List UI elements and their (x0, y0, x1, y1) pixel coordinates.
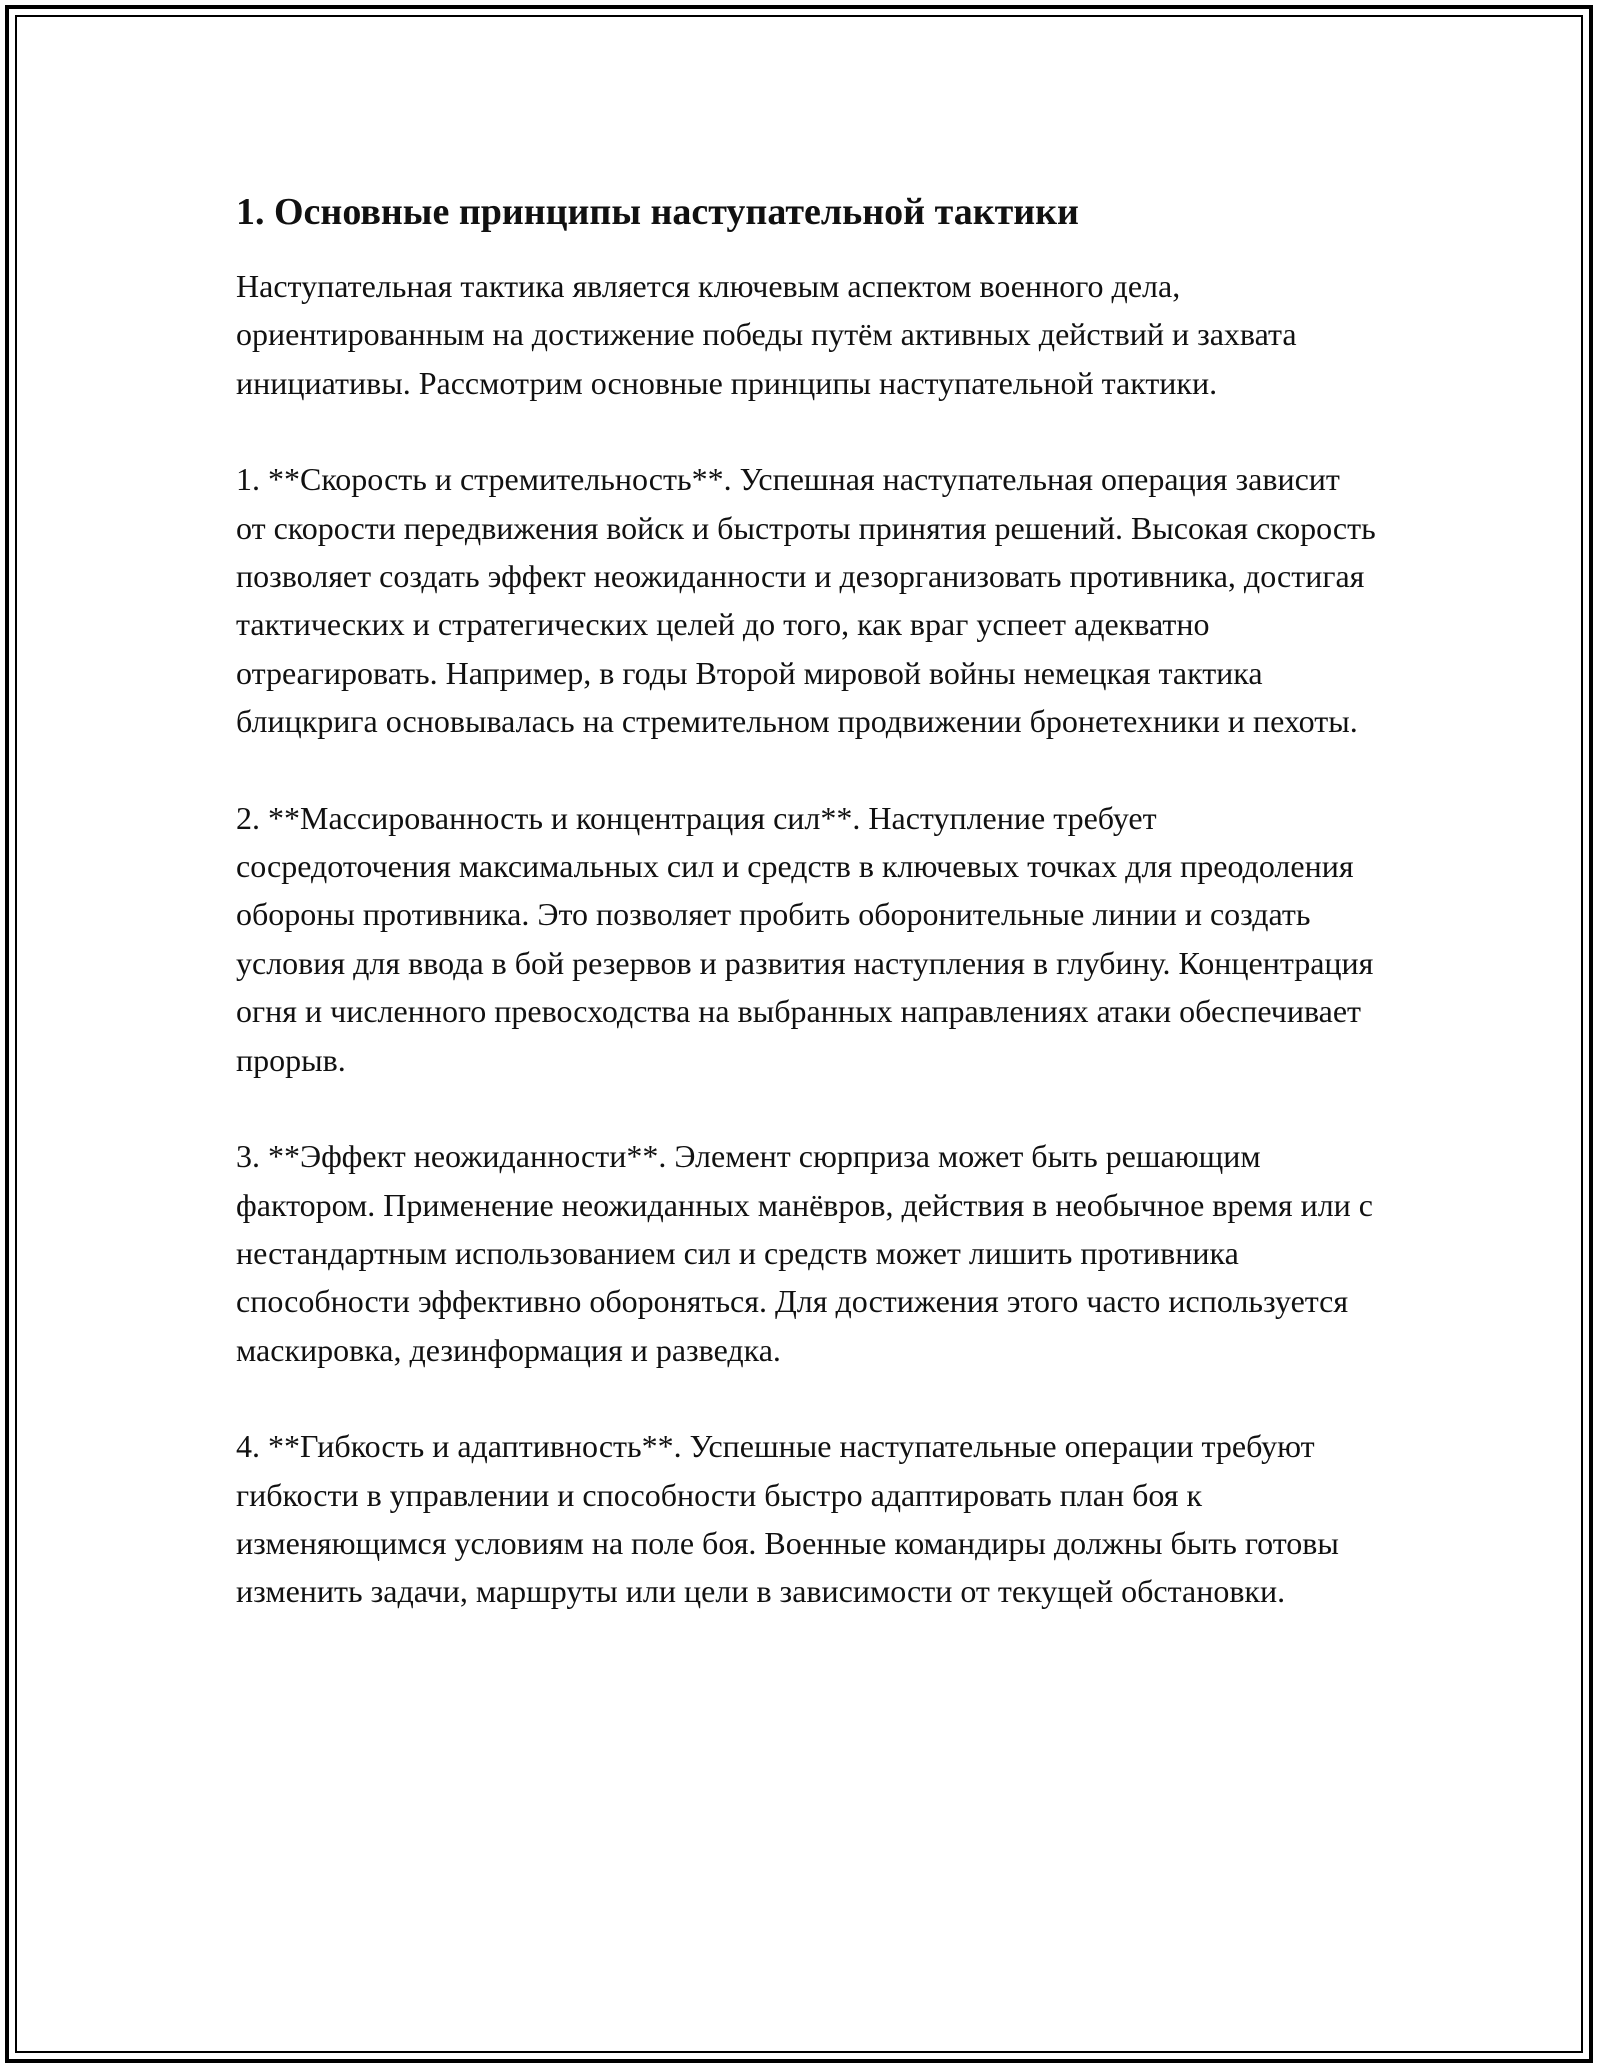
principle-flexibility-paragraph: 4. **Гибкость и адаптивность**. Успешные наступательные операции требуют гибкости в управлении и способности быстро адаптировать план боя к изменяющимся условиям на поле боя. Военные командиры должны быть готовы изменить задачи, маршруты или цели в зависимости от текущей обстановки. (236, 1428, 1339, 1610)
principle-surprise-paragraph: 3. **Эффект неожиданности**. Элемент сюрприза может быть решающим фактором. Применение неожиданных манёвров, действия в необычное время или с нестандартным использованием сил и средств может лишить противника способности эффективно обороняться. Для достижения этого часто используется маскировка, дезинформация и разведка. (236, 1138, 1373, 1368)
document-body (236, 186, 1376, 1616)
principle-concentration-paragraph: 2. **Массированность и концентрация сил**. Наступление требует сосредоточения максимальных сил и средств в ключевых точках для преодоления обороны противника. Это позволяет пробить оборонительные линии и создать условия для ввода в бой резервов и развития наступления в глубину. Концентрация огня и численного превосходства на выбранных направлениях атаки обеспечивает прорыв. (236, 799, 1374, 1078)
section-heading: 1. Основные принципы наступательной тактики (236, 191, 1079, 233)
principle-speed-paragraph: 1. **Скорость и стремительность**. Успешная наступательная операция зависит от скорости передвижения войск и быстроты принятия решений. Высокая скорость позволяет создать эффект неожиданности и дезорганизовать противника, достигая тактических и стратегических целей до того, как враг успеет адекватно отреагировать. Например, в годы Второй мировой войны немецкая тактика блицкрига основывалась на стремительном продвижении бронетехники и пехоты. (236, 461, 1376, 740)
intro-paragraph: Наступательная тактика является ключевым аспектом военного дела, ориентированным на достижение победы путём активных действий и захвата инициативы. Рассмотрим основные принципы наступательной тактики. (236, 268, 1297, 401)
